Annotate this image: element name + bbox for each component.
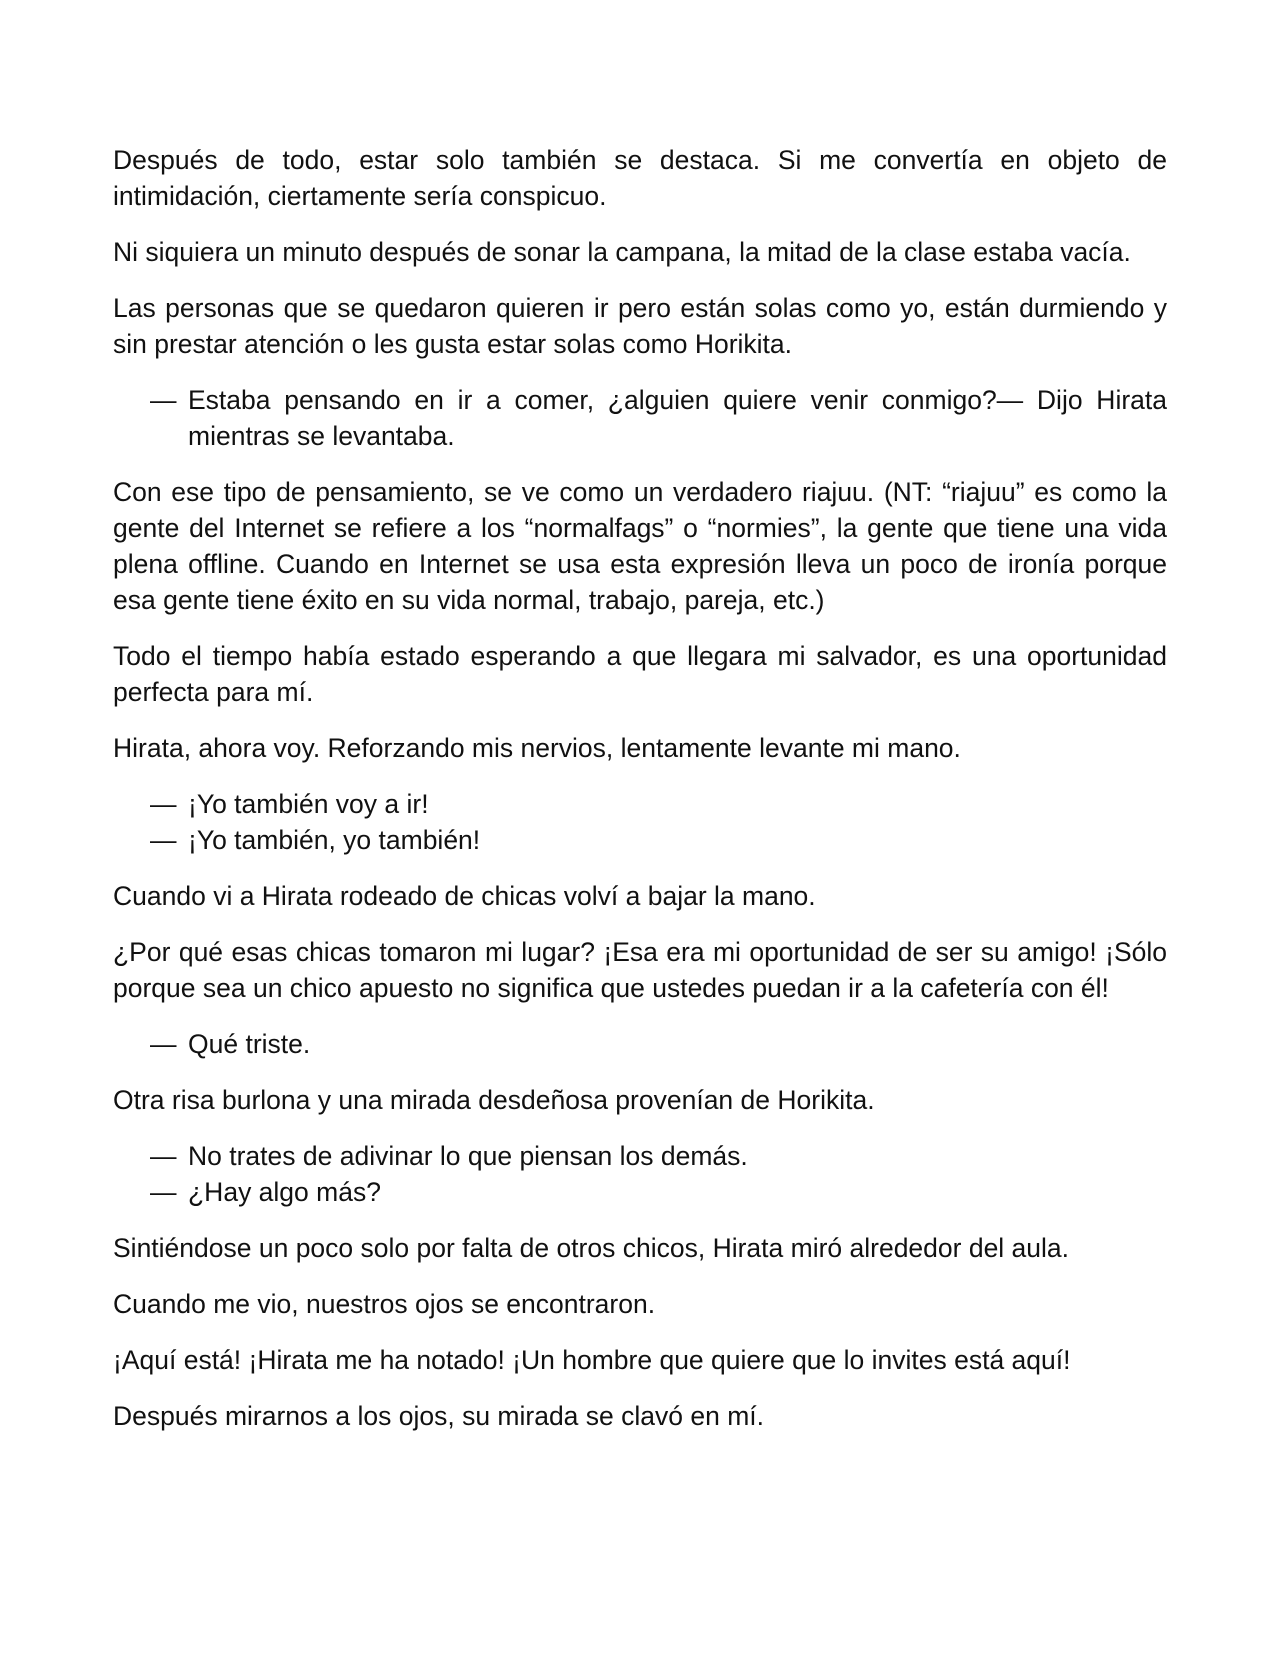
em-dash: — xyxy=(150,1141,177,1171)
dialogue-line xyxy=(113,1026,1167,1062)
paragraph: Cuando me vio, nuestros ojos se encontraron. xyxy=(113,1289,656,1319)
em-dash: — xyxy=(150,825,177,855)
dialogue-text: No trates de adivinar lo que piensan los demás. xyxy=(188,1141,748,1171)
dialogue-line xyxy=(113,382,1167,454)
dialogue-block xyxy=(113,382,1167,454)
paragraph: Todo el tiempo había estado esperando a que llegara mi salvador, es una oportunidad perfecta para mí. xyxy=(113,641,1167,707)
dialogue-block xyxy=(113,1026,1167,1062)
paragraph: ¡Aquí está! ¡Hirata me ha notado! ¡Un hombre que quiere que lo invites está aquí! xyxy=(113,1345,1071,1375)
dialogue-block xyxy=(113,786,1167,858)
dialogue-line xyxy=(113,1174,1167,1210)
dialogue-line xyxy=(113,786,1167,822)
paragraph: Ni siquiera un minuto después de sonar la campana, la mitad de la clase estaba vacía. xyxy=(113,237,1131,267)
dialogue-text: Estaba pensando en ir a comer, ¿alguien quiere venir conmigo?— Dijo Hirata mientras se levantaba. xyxy=(188,385,1167,451)
paragraph: Cuando vi a Hirata rodeado de chicas volví a bajar la mano. xyxy=(113,881,816,911)
dialogue-line xyxy=(113,1138,1167,1174)
paragraph: ¿Por qué esas chicas tomaron mi lugar? ¡Esa era mi oportunidad de ser su amigo! ¡Sólo porque sea un chico apuesto no significa que ustedes puedan ir a la cafetería con él! xyxy=(113,937,1167,1003)
em-dash: — xyxy=(150,789,177,819)
paragraph: Sintiéndose un poco solo por falta de otros chicos, Hirata miró alrededor del aula. xyxy=(113,1233,1070,1263)
dialogue-text: ¡Yo también voy a ir! xyxy=(188,789,429,819)
document-page xyxy=(113,142,1167,1454)
dialogue-text: ¡Yo también, yo también! xyxy=(188,825,481,855)
paragraph: Otra risa burlona y una mirada desdeñosa provenían de Horikita. xyxy=(113,1085,875,1115)
paragraph: Después mirarnos a los ojos, su mirada se clavó en mí. xyxy=(113,1401,764,1431)
dialogue-line xyxy=(113,822,1167,858)
dialogue-text: Qué triste. xyxy=(188,1029,311,1059)
paragraph: Hirata, ahora voy. Reforzando mis nervios, lentamente levante mi mano. xyxy=(113,733,961,763)
paragraph: Las personas que se quedaron quieren ir pero están solas como yo, están durmiendo y sin prestar atención o les gusta estar solas como Horikita. xyxy=(113,293,1167,359)
em-dash: — xyxy=(150,1029,177,1059)
paragraph: Con ese tipo de pensamiento, se ve como un verdadero riajuu. (NT: “riajuu” es como la gente del Internet se refiere a los “normalfags” o “normies”, la gente que tiene una vida plena offline. Cuando en Internet se usa esta expresión lleva un poco de ironía porque esa gente tiene éxito en su vida normal, trabajo, pareja, etc.) xyxy=(113,477,1167,615)
dialogue-text: ¿Hay algo más? xyxy=(188,1177,381,1207)
paragraph: Después de todo, estar solo también se destaca. Si me convertía en objeto de intimidación, ciertamente sería conspicuo. xyxy=(113,145,1167,211)
em-dash: — xyxy=(150,385,177,415)
em-dash: — xyxy=(150,1177,177,1207)
dialogue-block xyxy=(113,1138,1167,1210)
